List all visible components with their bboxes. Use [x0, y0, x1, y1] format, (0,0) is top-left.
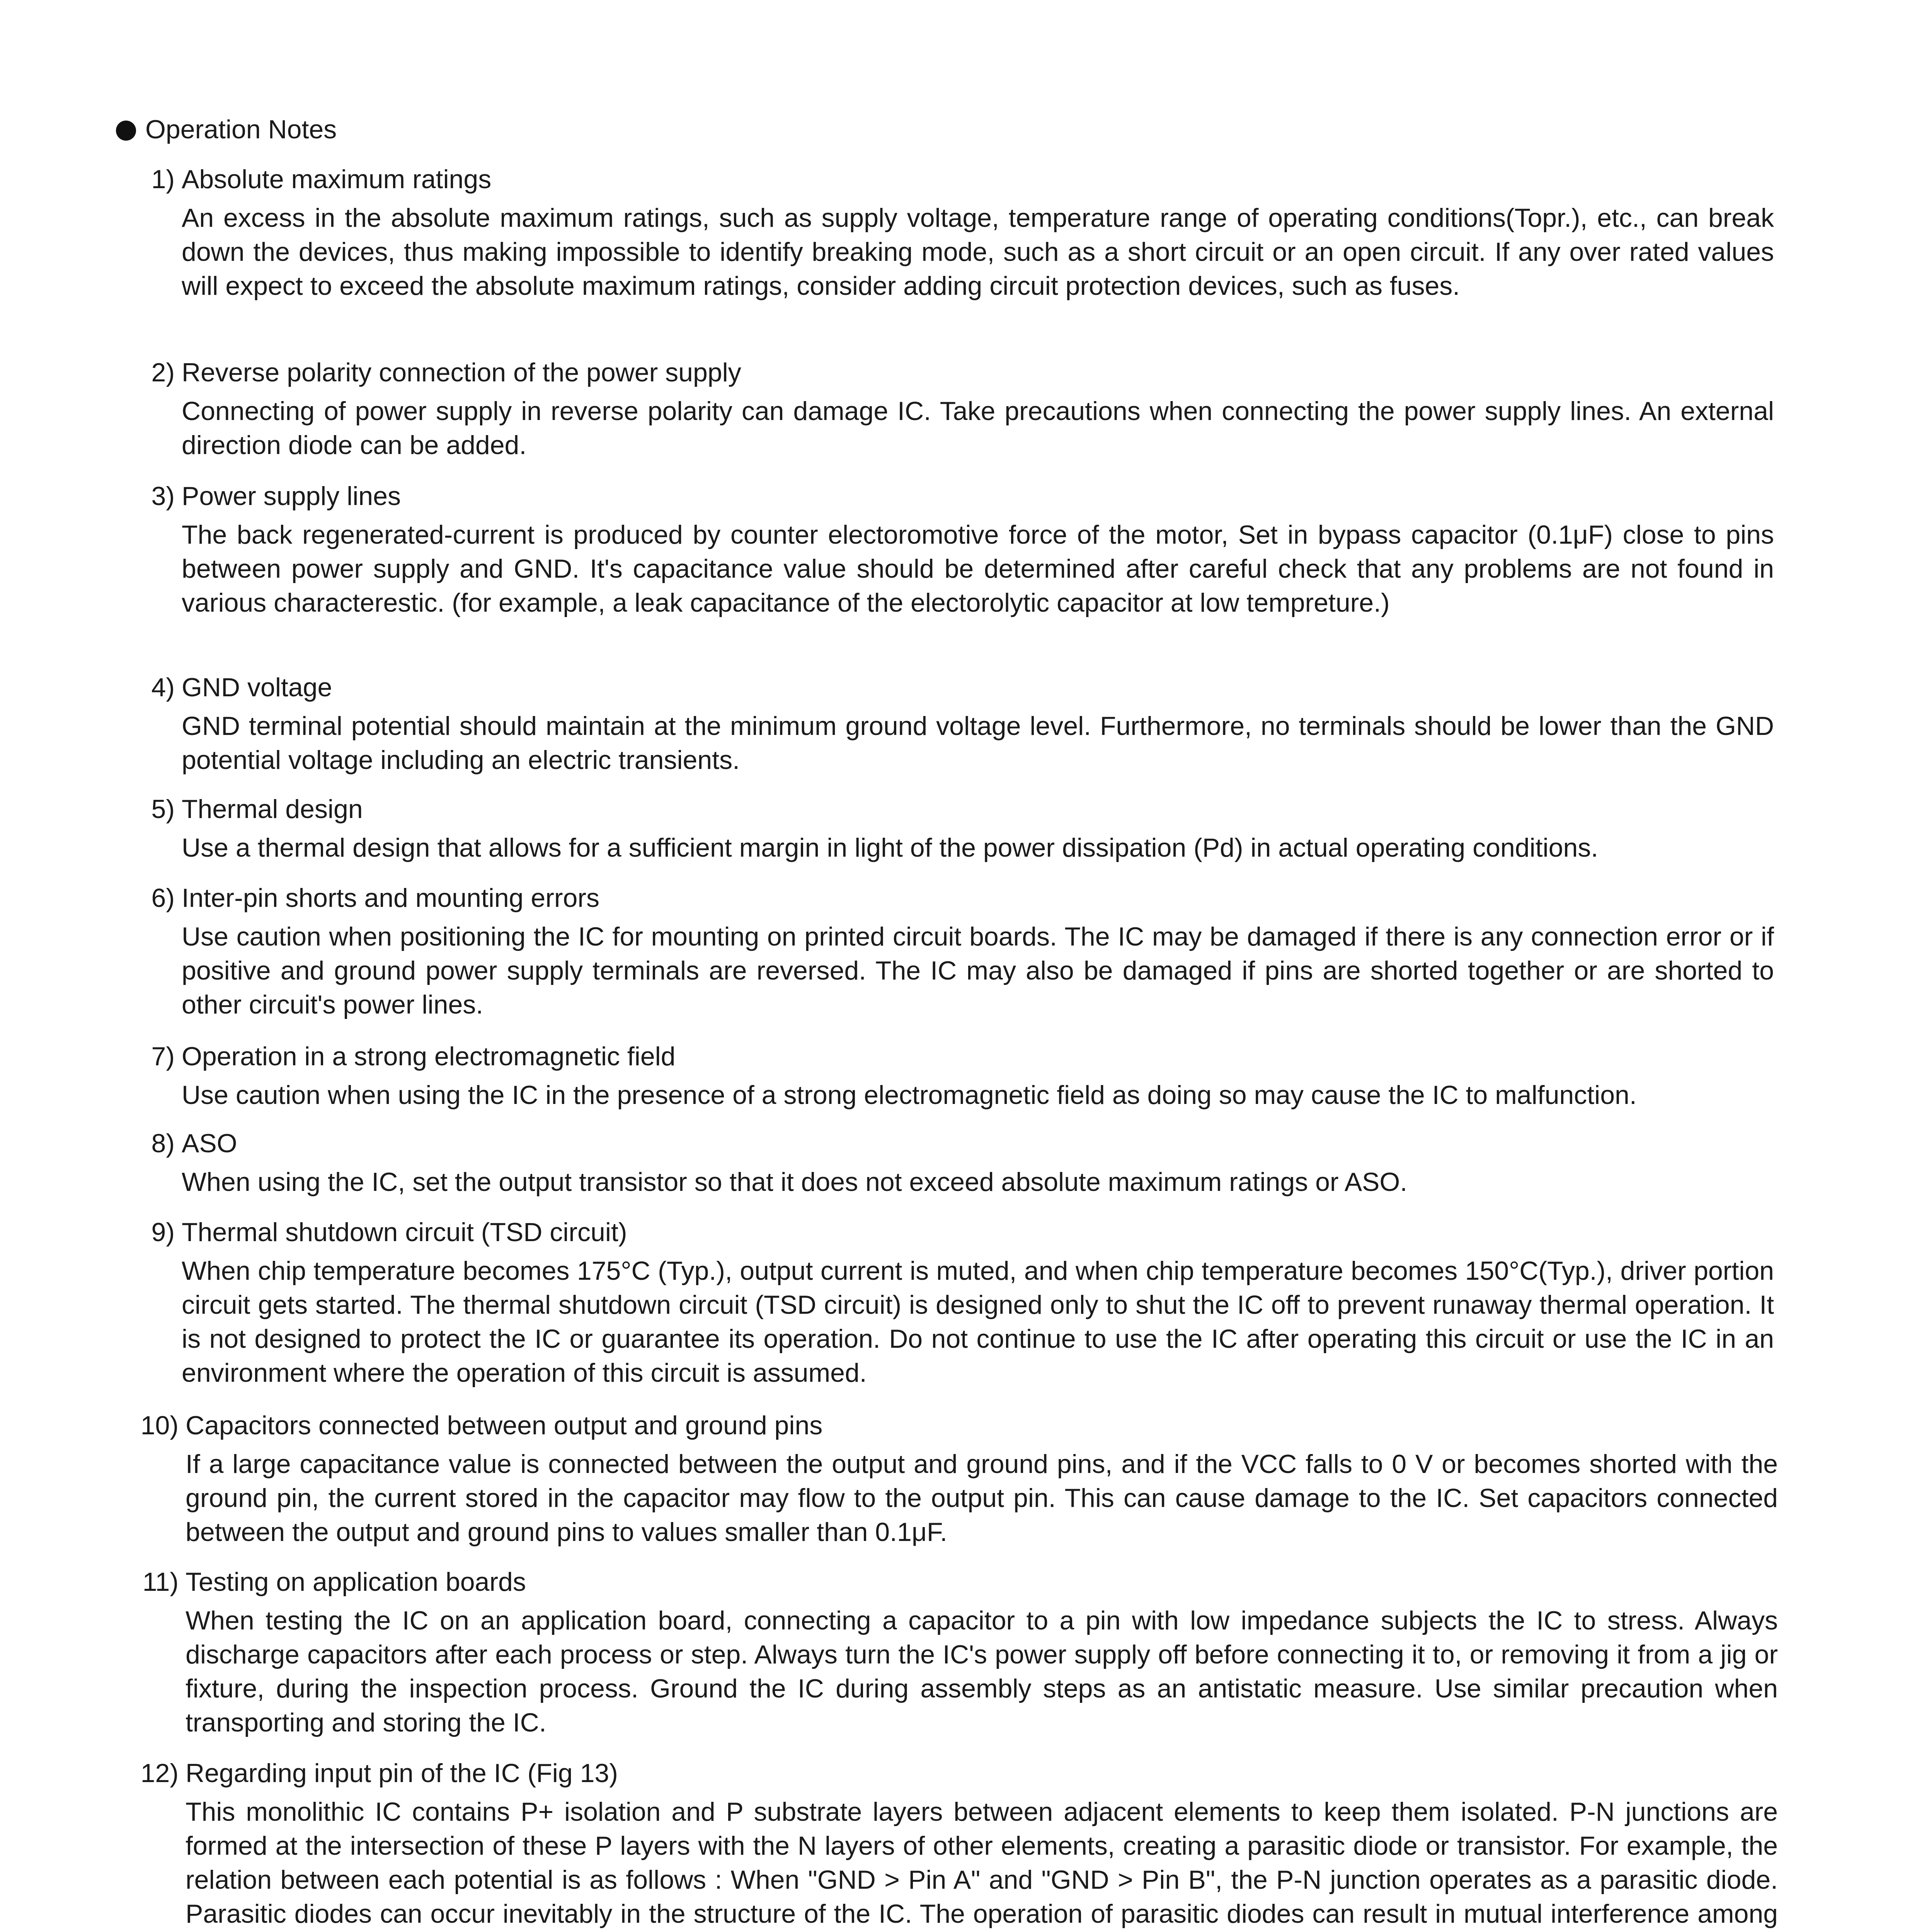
note-heading: Thermal design — [182, 794, 363, 824]
note-number: 7) — [151, 1042, 175, 1071]
note-body: This monolithic IC contains P+ isolation and P substrate layers between adjacent elements to keep them isolated. P-N junctions are formed at the intersection of these P layers with the N layers of other elements, creating a parasitic diode or transistor. For example, the relation between each potential is as follows : When "GND > Pin A" and "GND > Pin B", the P-N junction operates as a parasitic diode. Parasitic diodes can occur inevitably in the structure of the IC. The operation of parasitic diodes can result in mutual interference among — [186, 1797, 1778, 1929]
note-heading: Thermal shutdown circuit (TSD circuit) — [182, 1218, 627, 1247]
note-number: 1) — [151, 165, 175, 194]
note-number: 3) — [151, 481, 175, 511]
note-number: 12) — [140, 1759, 179, 1788]
note-body: The back regenerated-current is produced by counter electoromotive force of the motor, Set in bypass capacitor (0.1μF) close to pins between power supply and GND. It's capacitance value should be determined after careful check that any problems are not found in various characterestic. (for example, a leak capacitance of the electorolytic capacitor at low tempreture.) — [182, 520, 1774, 617]
note-body: Use caution when using the IC in the presence of a strong electromagnetic field as doing so may cause the IC to malfunction. — [182, 1080, 1637, 1110]
note-heading: Absolute maximum ratings — [182, 165, 492, 194]
note-number: 8) — [151, 1129, 175, 1158]
note-heading: Regarding input pin of the IC (Fig 13) — [186, 1759, 618, 1788]
note-number: 9) — [151, 1218, 175, 1247]
note-body: An excess in the absolute maximum ratings, such as supply voltage, temperature range of operating conditions(Topr.), etc., can break down the devices, thus making impossible to identify breaking mode, such as a short circuit or an open circuit. If any over rated values will expect to exceed the absolute maximum ratings, consider adding circuit protection devices, such as fuses. — [182, 203, 1774, 301]
note-heading: Reverse polarity connection of the power supply — [182, 358, 741, 387]
note-body: When testing the IC on an application board, connecting a capacitor to a pin with low impedance subjects the IC to stress. Always discharge capacitors after each process or step. Always turn the IC's power supply off before connecting it to, or removing it from a jig or fixture, during the inspection process. Ground the IC during assembly steps as an antistatic measure. Use similar precaution when transporting and storing the IC. — [186, 1606, 1778, 1737]
note-number: 10) — [140, 1411, 179, 1440]
note-body: When chip temperature becomes 175°C (Typ.), output current is muted, and when chip temperature becomes 150°C(Typ.), driver portion circuit gets started. The thermal shutdown circuit (TSD circuit) is designed only to shut the IC off to prevent runaway thermal operation. It is not designed to protect the IC or guarantee its operation. Do not continue to use the IC after operating this circuit or use the IC in an environment where the operation of this circuit is assumed. — [182, 1256, 1774, 1388]
note-number: 5) — [151, 794, 175, 824]
note-heading: Testing on application boards — [186, 1567, 526, 1597]
note-body: If a large capacitance value is connected between the output and ground pins, and if the VCC falls to 0 V or becomes shorted with the ground pin, the current stored in the capacitor may flow to the output pin. This can cause damage to the IC. Set capacitors connected between the output and ground pins to values smaller than 0.1μF. — [186, 1449, 1778, 1547]
note-heading: Operation in a strong electromagnetic field — [182, 1042, 676, 1071]
note-body: When using the IC, set the output transistor so that it does not exceed absolute maximum ratings or ASO. — [182, 1167, 1408, 1197]
note-body: Use a thermal design that allows for a sufficient margin in light of the power dissipation (Pd) in actual operating conditions. — [182, 833, 1599, 862]
note-heading: GND voltage — [182, 673, 332, 702]
note-number: 2) — [151, 358, 175, 387]
note-body: Connecting of power supply in reverse polarity can damage IC. Take precautions when connecting the power supply lines. An external direction diode can be added. — [182, 396, 1774, 460]
note-number: 4) — [151, 673, 175, 702]
note-body: Use caution when positioning the IC for mounting on printed circuit boards. The IC may be damaged if there is any connection error or if positive and ground power supply terminals are reversed. The IC may also be damaged if pins are shorted together or are shorted to other circuit's power lines. — [182, 922, 1774, 1019]
note-heading: Inter-pin shorts and mounting errors — [182, 883, 599, 913]
bullet-dot-icon — [116, 121, 136, 141]
section-title — [116, 112, 337, 147]
note-heading: Capacitors connected between output and ground pins — [186, 1411, 823, 1440]
note-number: 6) — [151, 883, 175, 913]
section-title-text: Operation Notes — [145, 115, 337, 144]
note-heading: ASO — [182, 1129, 237, 1158]
note-number: 11) — [142, 1567, 179, 1597]
note-heading: Power supply lines — [182, 481, 401, 511]
note-body: GND terminal potential should maintain at the minimum ground voltage level. Furthermore, no terminals should be lower than the GND potential voltage including an electric transients. — [182, 711, 1774, 775]
